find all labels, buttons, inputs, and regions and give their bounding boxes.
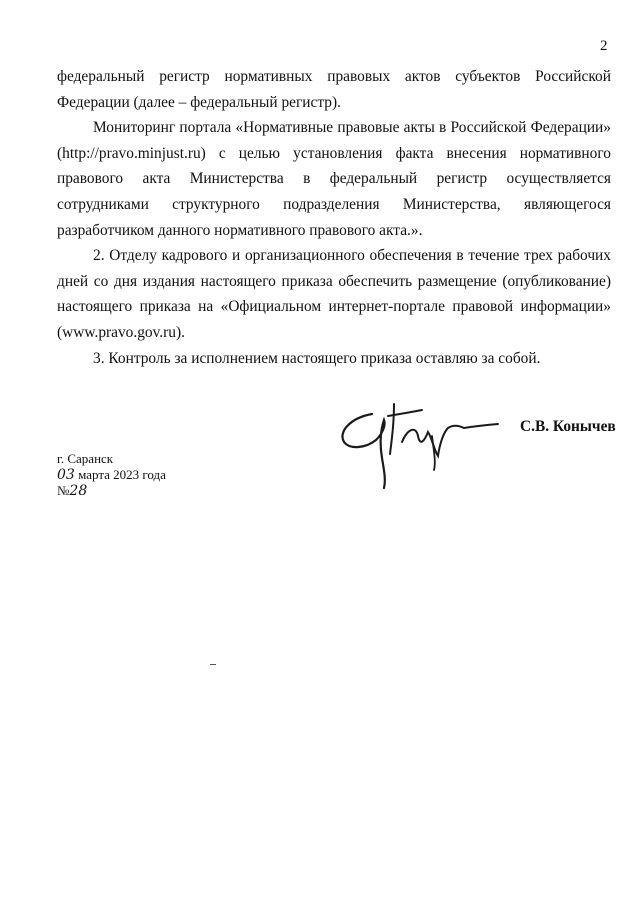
date-rest: марта 2023 года — [78, 467, 166, 482]
scan-artifact — [210, 664, 216, 665]
place: г. Саранск — [57, 451, 114, 466]
paragraph-continuation: федеральный регистр нормативных правовых актов субъектов Российской Федерации (далее – федеральный регистр). — [57, 68, 611, 111]
paragraph-item-2: 2. Отделу кадрового и организационного обеспечения в течение трех рабочих дней со дня издания настоящего приказа обеспечить размещение (опубликование) настоящего приказа на «Официальном интернет-портале правовой информации» (www.pravo.gov.ru). — [57, 247, 611, 341]
place-date-number — [57, 451, 166, 499]
paragraph-item-3: 3. Контроль за исполнением настоящего приказа оставляю за собой. — [93, 349, 541, 367]
document-body — [57, 64, 611, 371]
signatory-name: С.В. Конычев — [520, 418, 616, 435]
date-day: 03 — [57, 467, 75, 483]
date-line — [57, 467, 166, 483]
number-line — [57, 483, 166, 499]
page-number: 2 — [600, 38, 608, 54]
paragraph-monitoring: Мониторинг портала «Нормативные правовые акты в Российской Федерации» (http://pravo.minjust.ru) с целью установления факта внесения нормативного правового акта Министерства в федеральный регистр осуществляется сотрудниками структурного подразделения Министерства, являющегося разработчиком данного нормативного правового акта.». — [57, 119, 611, 239]
number-prefix: № — [57, 483, 70, 498]
handwritten-signature — [336, 392, 506, 492]
number-value: 28 — [69, 483, 88, 499]
